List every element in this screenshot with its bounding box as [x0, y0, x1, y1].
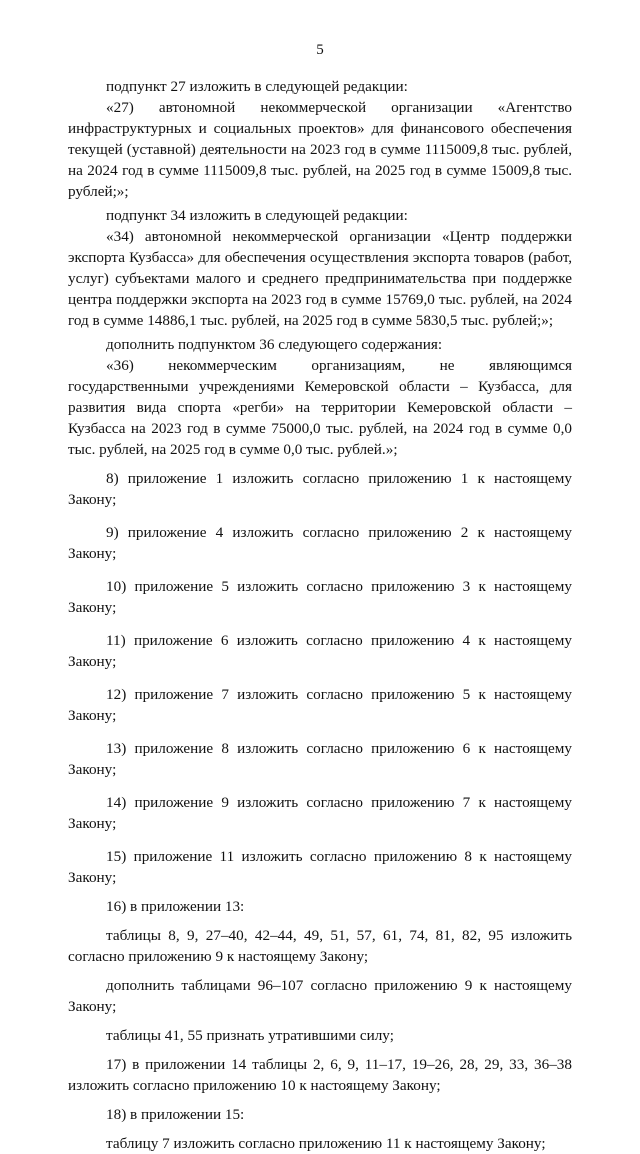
paragraph: 15) приложение 11 изложить согласно приложению 8 к настоящему Закону;	[68, 848, 572, 886]
paragraph: 14) приложение 9 изложить согласно приложению 7 к настоящему Закону;	[68, 794, 572, 832]
page-number: 5	[316, 42, 324, 58]
paragraph: дополнить подпунктом 36 следующего содержания:	[106, 336, 443, 353]
paragraph: таблицы 8, 9, 27–40, 42–44, 49, 51, 57, 61, 74, 81, 82, 95 изложить согласно приложению 9 к настоящему Закону;	[68, 927, 572, 965]
paragraph: таблицы 41, 55 признать утратившими силу;	[106, 1027, 394, 1044]
paragraph: 12) приложение 7 изложить согласно приложению 5 к настоящему Закону;	[68, 686, 572, 724]
paragraph: 13) приложение 8 изложить согласно приложению 6 к настоящему Закону;	[68, 740, 572, 778]
paragraph: 9) приложение 4 изложить согласно приложению 2 к настоящему Закону;	[68, 524, 572, 562]
paragraph: 16) в приложении 13:	[106, 898, 245, 915]
paragraph: «36) некоммерческим организациям, не являющимся государственными учреждениями Кемеровской области – Кузбасса, для развития вида спорта «регби» на территории Кемеровской области – Кузбасса на 2023 год в сумме 75000,0 тыс. рублей, на 2024 год в сумме 0,0 тыс. рублей, на 2025 год в сумме 0,0 тыс. рублей.»;	[68, 357, 572, 458]
paragraph: «27) автономной некоммерческой организации «Агентство инфраструктурных и социальных проектов» для финансового обеспечения текущей (уставной) деятельности на 2023 год в сумме 1115009,8 тыс. рублей, на 2024 год в сумме 1115009,8 тыс. рублей, на 2025 год в сумме 15009,8 тыс. рублей;»;	[68, 99, 572, 200]
paragraph: 8) приложение 1 изложить согласно приложению 1 к настоящему Закону;	[68, 470, 572, 508]
paragraph: 17) в приложении 14 таблицы 2, 6, 9, 11–17, 19–26, 28, 29, 33, 36–38 изложить согласно приложению 10 к настоящему Закону;	[68, 1056, 572, 1094]
paragraph: подпункт 27 изложить в следующей редакции:	[106, 78, 408, 95]
paragraph: таблицу 7 изложить согласно приложению 11 к настоящему Закону;	[106, 1135, 546, 1152]
paragraph: 11) приложение 6 изложить согласно приложению 4 к настоящему Закону;	[68, 632, 572, 670]
paragraph: 10) приложение 5 изложить согласно приложению 3 к настоящему Закону;	[68, 578, 572, 616]
paragraph: 18) в приложении 15:	[106, 1106, 245, 1123]
paragraph: подпункт 34 изложить в следующей редакции:	[106, 207, 408, 224]
document-body	[68, 76, 572, 1154]
paragraph: «34) автономной некоммерческой организации «Центр поддержки экспорта Кузбасса» для обеспечения осуществления экспорта товаров (работ, услуг) субъектами малого и среднего предпринимательства при поддержке центра поддержки экспорта на 2023 год в сумме 15769,0 тыс. рублей, на 2024 год в сумме 14886,1 тыс. рублей, на 2025 год в сумме 5830,5 тыс. рублей;»;	[68, 228, 572, 329]
paragraph: дополнить таблицами 96–107 согласно приложению 9 к настоящему Закону;	[68, 977, 572, 1015]
